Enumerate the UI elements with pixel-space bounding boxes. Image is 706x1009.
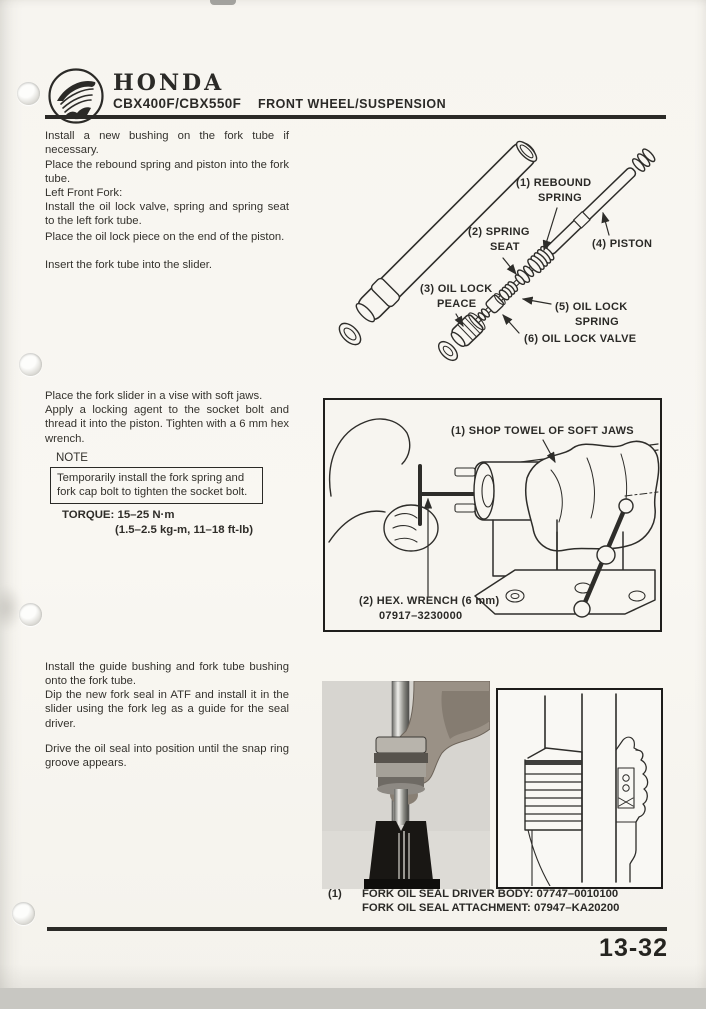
fig1-label-rebound-spring: (1) REBOUND	[516, 177, 592, 189]
fig2-label-hex-wrench: (2) HEX. WRENCH (6 mm)	[359, 595, 500, 607]
figure-caption-line1: FORK OIL SEAL DRIVER BODY: 07747–0010100	[362, 888, 619, 900]
fig1-label-oil-lock-piece-2: PEACE	[437, 298, 477, 310]
paragraph: Place the oil lock piece on the end of the piston.	[45, 231, 285, 243]
note-label: NOTE	[56, 452, 88, 464]
paragraph: Install the oil lock valve, spring and spring seat to the left fork tube.	[45, 201, 289, 228]
figure-caption-line2: FORK OIL SEAL ATTACHMENT: 07947–KA20200	[362, 902, 620, 914]
paragraph: Install the guide bushing and fork tube bushing onto the fork tube.	[45, 661, 289, 688]
punch-hole	[19, 603, 42, 626]
fig1-label-rebound-spring-2: SPRING	[538, 192, 582, 204]
note-box: Temporarily install the fork spring and fork cap bolt to tighten the socket bolt.	[50, 467, 263, 504]
fig1-label-piston: (4) PISTON	[592, 238, 653, 250]
footer-shade	[0, 964, 706, 988]
page-number: 13-32	[599, 934, 668, 962]
fig1-label-oil-lock-spring: (5) OIL LOCK	[555, 301, 628, 313]
scan-smudge	[0, 585, 22, 631]
figure-seal-cross-section	[496, 688, 663, 889]
figure-vise-drawing	[323, 398, 662, 632]
figure-seal-driver-photo	[322, 681, 490, 889]
paragraph: Apply a locking agent to the socket bolt and thread it into the piston. Tighten with a 6 mm hex wrench.	[45, 404, 289, 445]
punch-hole	[19, 353, 42, 376]
fig2-label-shop-towel: (1) SHOP TOWEL OF SOFT JAWS	[451, 425, 634, 437]
fig1-label-spring-seat: (2) SPRING	[468, 226, 530, 238]
punch-hole	[17, 82, 40, 105]
brand-text: HONDA	[113, 70, 225, 96]
footer-strip	[0, 988, 706, 1009]
paragraph: Place the fork slider in a vise with soft jaws.	[45, 390, 263, 402]
figure-caption-index: (1)	[328, 888, 342, 900]
section-title: FRONT WHEEL/SUSPENSION	[258, 97, 447, 111]
torque-spec: TORQUE: 15–25 N·m	[62, 509, 175, 521]
header-rule	[45, 115, 666, 119]
paragraph: Drive the oil seal into position until the snap ring groove appears.	[45, 743, 289, 770]
paragraph: Place the rebound spring and piston into the fork tube.	[45, 159, 289, 186]
punch-hole	[12, 902, 35, 925]
figure-exploded-fork-diagram	[320, 132, 706, 390]
model-text: CBX400F/CBX550F	[113, 96, 242, 111]
scan-artifact	[210, 0, 236, 5]
bottom-rule	[47, 927, 667, 931]
fig1-label-oil-lock-valve: (6) OIL LOCK VALVE	[524, 333, 637, 345]
paragraph: Left Front Fork:	[45, 187, 123, 199]
fig1-label-oil-lock-spring-2: SPRING	[575, 316, 619, 328]
paragraph: Insert the fork tube into the slider.	[45, 259, 213, 271]
paragraph: Dip the new fork seal in ATF and install it in the slider using the fork leg as a guide for the seal driver.	[45, 689, 289, 730]
fig1-label-spring-seat-2: SEAT	[490, 241, 520, 253]
torque-spec-alt-units: (1.5–2.5 kg-m, 11–18 ft-lb)	[115, 524, 254, 536]
fig2-label-hex-wrench-part-number: 07917–3230000	[379, 610, 463, 622]
paragraph: Install a new bushing on the fork tube if necessary.	[45, 130, 289, 157]
fig1-label-oil-lock-piece: (3) OIL LOCK	[420, 283, 493, 295]
